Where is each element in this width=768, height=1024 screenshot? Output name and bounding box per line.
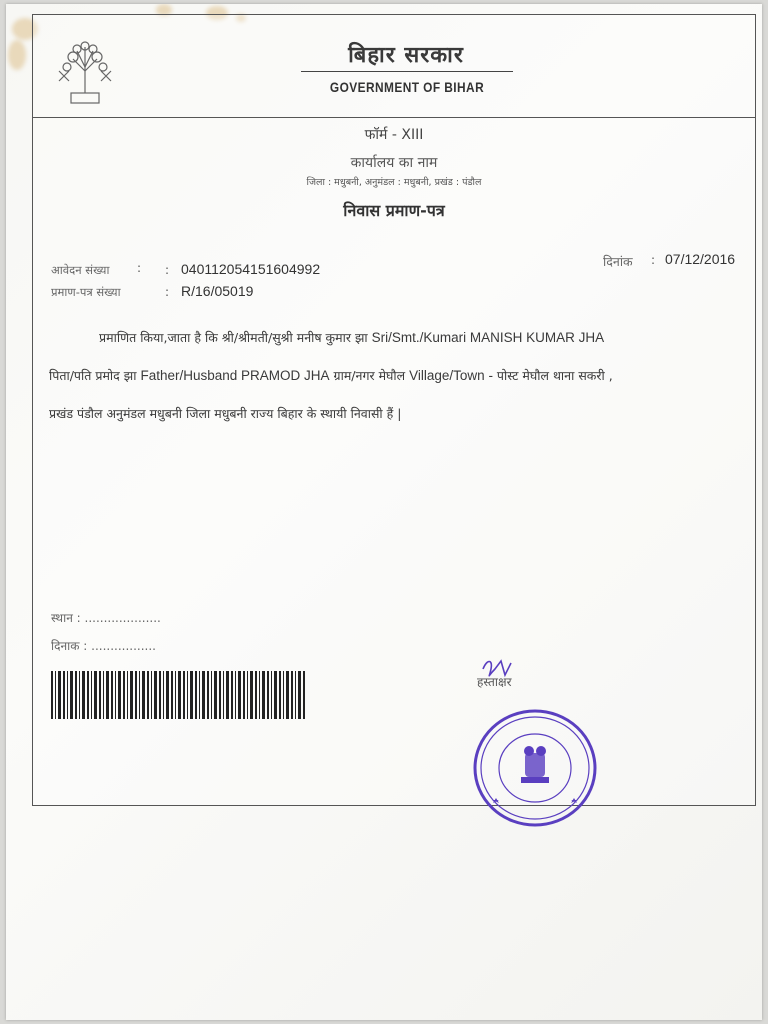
certificate-sheet	[6, 4, 762, 1020]
form-number: फॉर्म - XIII	[364, 127, 424, 143]
date-field: दिनाक : .................	[51, 639, 156, 653]
application-number-label: आवेदन संख्या	[51, 263, 110, 277]
certificate-line-1	[99, 329, 762, 346]
title-rule	[301, 71, 513, 72]
certificate-number-label: प्रमाण-पत्र संख्या	[51, 285, 121, 299]
line2-english-b: Village/Town -	[409, 368, 493, 383]
line2-english-a: Father/Husband PRAMOD JHA	[140, 368, 330, 383]
line1-english: Sri/Smt./Kumari MANISH KUMAR JHA	[371, 330, 605, 345]
application-number: 040112054151604992	[181, 261, 321, 277]
colon: :	[165, 285, 170, 299]
line2-hindi-c: पोस्ट मेघौल थाना सकरी ,	[496, 368, 613, 383]
date-label: दिनांक	[603, 254, 633, 269]
bihar-government-logo	[55, 41, 115, 107]
district-line: जिला : मधुबनी, अनुमंडल : मधुबनी, प्रखंड : पंडौल	[306, 177, 482, 188]
barcode	[51, 671, 307, 719]
line2-hindi-a: पिता/पति प्रमोद झा	[49, 368, 137, 383]
government-title-english: GOVERNMENT OF BIHAR	[329, 79, 485, 95]
line2-hindi-b: ग्राम/नगर मेघौल	[333, 368, 406, 383]
place-field: स्थान : ....................	[51, 611, 161, 625]
colon: :	[137, 261, 142, 275]
certificate-title: निवास प्रमाण-पत्र	[343, 201, 445, 220]
signature-label: हस्ताक्षर	[477, 675, 512, 689]
issue-date: 07/12/2016	[665, 251, 736, 267]
colon: :	[165, 263, 170, 277]
line1-hindi: प्रमाणित किया,जाता है कि श्री/श्रीमती/सुश्री मनीष कुमार झा	[99, 330, 368, 345]
colon: :	[651, 253, 656, 267]
certificate-line-3: प्रखंड पंडौल अनुमंडल मधुबनी जिला मधुबनी राज्य बिहार के स्थायी निवासी हैं |	[49, 406, 402, 421]
certificate-number: R/16/05019	[181, 283, 254, 299]
office-name: कार्यालय का नाम	[350, 155, 438, 171]
certificate-frame	[32, 14, 756, 806]
header-divider	[33, 117, 755, 118]
government-title-hindi: बिहार सरकार	[348, 43, 464, 68]
office-seal	[471, 707, 599, 829]
certificate-line-2	[49, 367, 749, 384]
